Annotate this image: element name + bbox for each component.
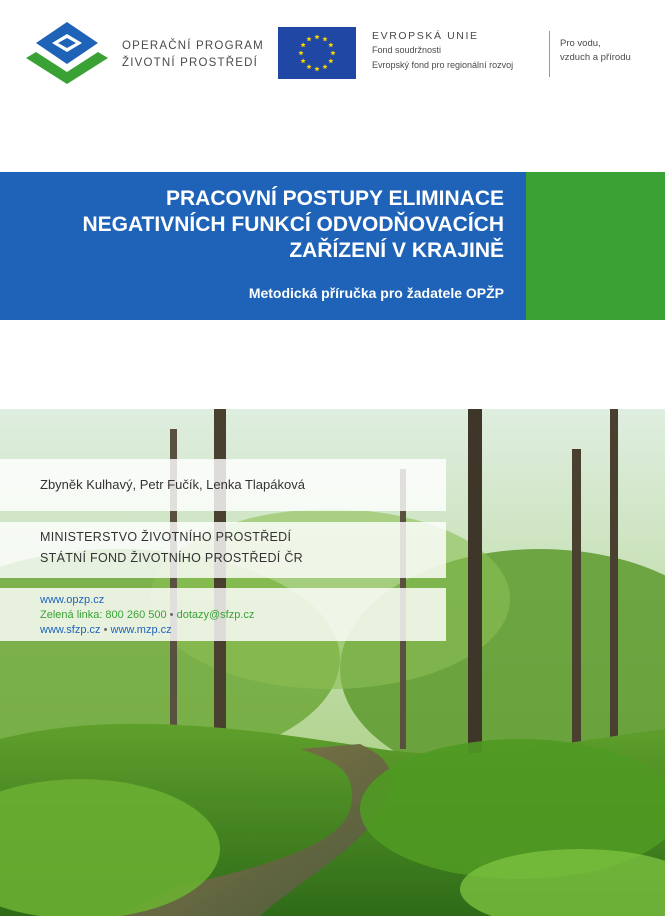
eu-title: EVROPSKÁ UNIE xyxy=(372,30,479,42)
link-email[interactable]: dotazy@sfzp.cz xyxy=(176,609,255,621)
ministry-line1: MINISTERSTVO ŽIVOTNÍHO PROSTŘEDÍ xyxy=(40,530,292,544)
program-name xyxy=(122,38,264,72)
program-line1: OPERAČNÍ PROGRAM xyxy=(122,40,264,52)
link-opzp[interactable]: www.opzp.cz xyxy=(40,594,105,606)
authors: Zbyněk Kulhavý, Petr Fučík, Lenka Tlapáková xyxy=(40,477,305,492)
title-line3: ZAŘÍZENÍ V KRAJINĚ xyxy=(289,239,504,262)
eu-fund-2: Evropský fond pro regionální rozvoj xyxy=(372,60,514,70)
program-line2: ŽIVOTNÍ PROSTŘEDÍ xyxy=(122,57,259,69)
bullet-separator: • xyxy=(103,624,108,636)
authors-panel xyxy=(0,459,446,511)
bullet-separator: • xyxy=(169,609,174,621)
motto xyxy=(560,37,631,65)
link-sfzp[interactable]: www.sfzp.cz xyxy=(40,624,101,636)
divider xyxy=(549,31,550,77)
ministry-panel xyxy=(0,522,446,578)
document-subtitle: Metodická příručka pro žadatele OPŽP xyxy=(248,285,504,301)
title-band xyxy=(0,172,526,320)
eu-fund-1: Fond soudržnosti xyxy=(372,45,442,55)
opzp-logo xyxy=(24,20,110,86)
document-title xyxy=(4,186,504,264)
eu-block xyxy=(372,29,513,73)
contacts-panel xyxy=(0,588,446,641)
eu-flag-icon xyxy=(278,27,356,79)
link-mzp[interactable]: www.mzp.cz xyxy=(110,624,172,636)
title-line1: PRACOVNÍ POSTUPY ELIMINACE xyxy=(166,187,504,210)
green-accent-band xyxy=(526,172,665,320)
ministry-line2: STÁTNÍ FOND ŽIVOTNÍHO PROSTŘEDÍ ČR xyxy=(40,551,303,565)
motto-line2: vzduch a přírodu xyxy=(560,52,631,63)
header xyxy=(0,0,665,172)
title-line2: NEGATIVNÍCH FUNKCÍ ODVODŇOVACÍCH xyxy=(82,213,504,236)
motto-line1: Pro vodu, xyxy=(560,38,601,49)
hotline: Zelená linka: 800 260 500 xyxy=(40,609,167,621)
